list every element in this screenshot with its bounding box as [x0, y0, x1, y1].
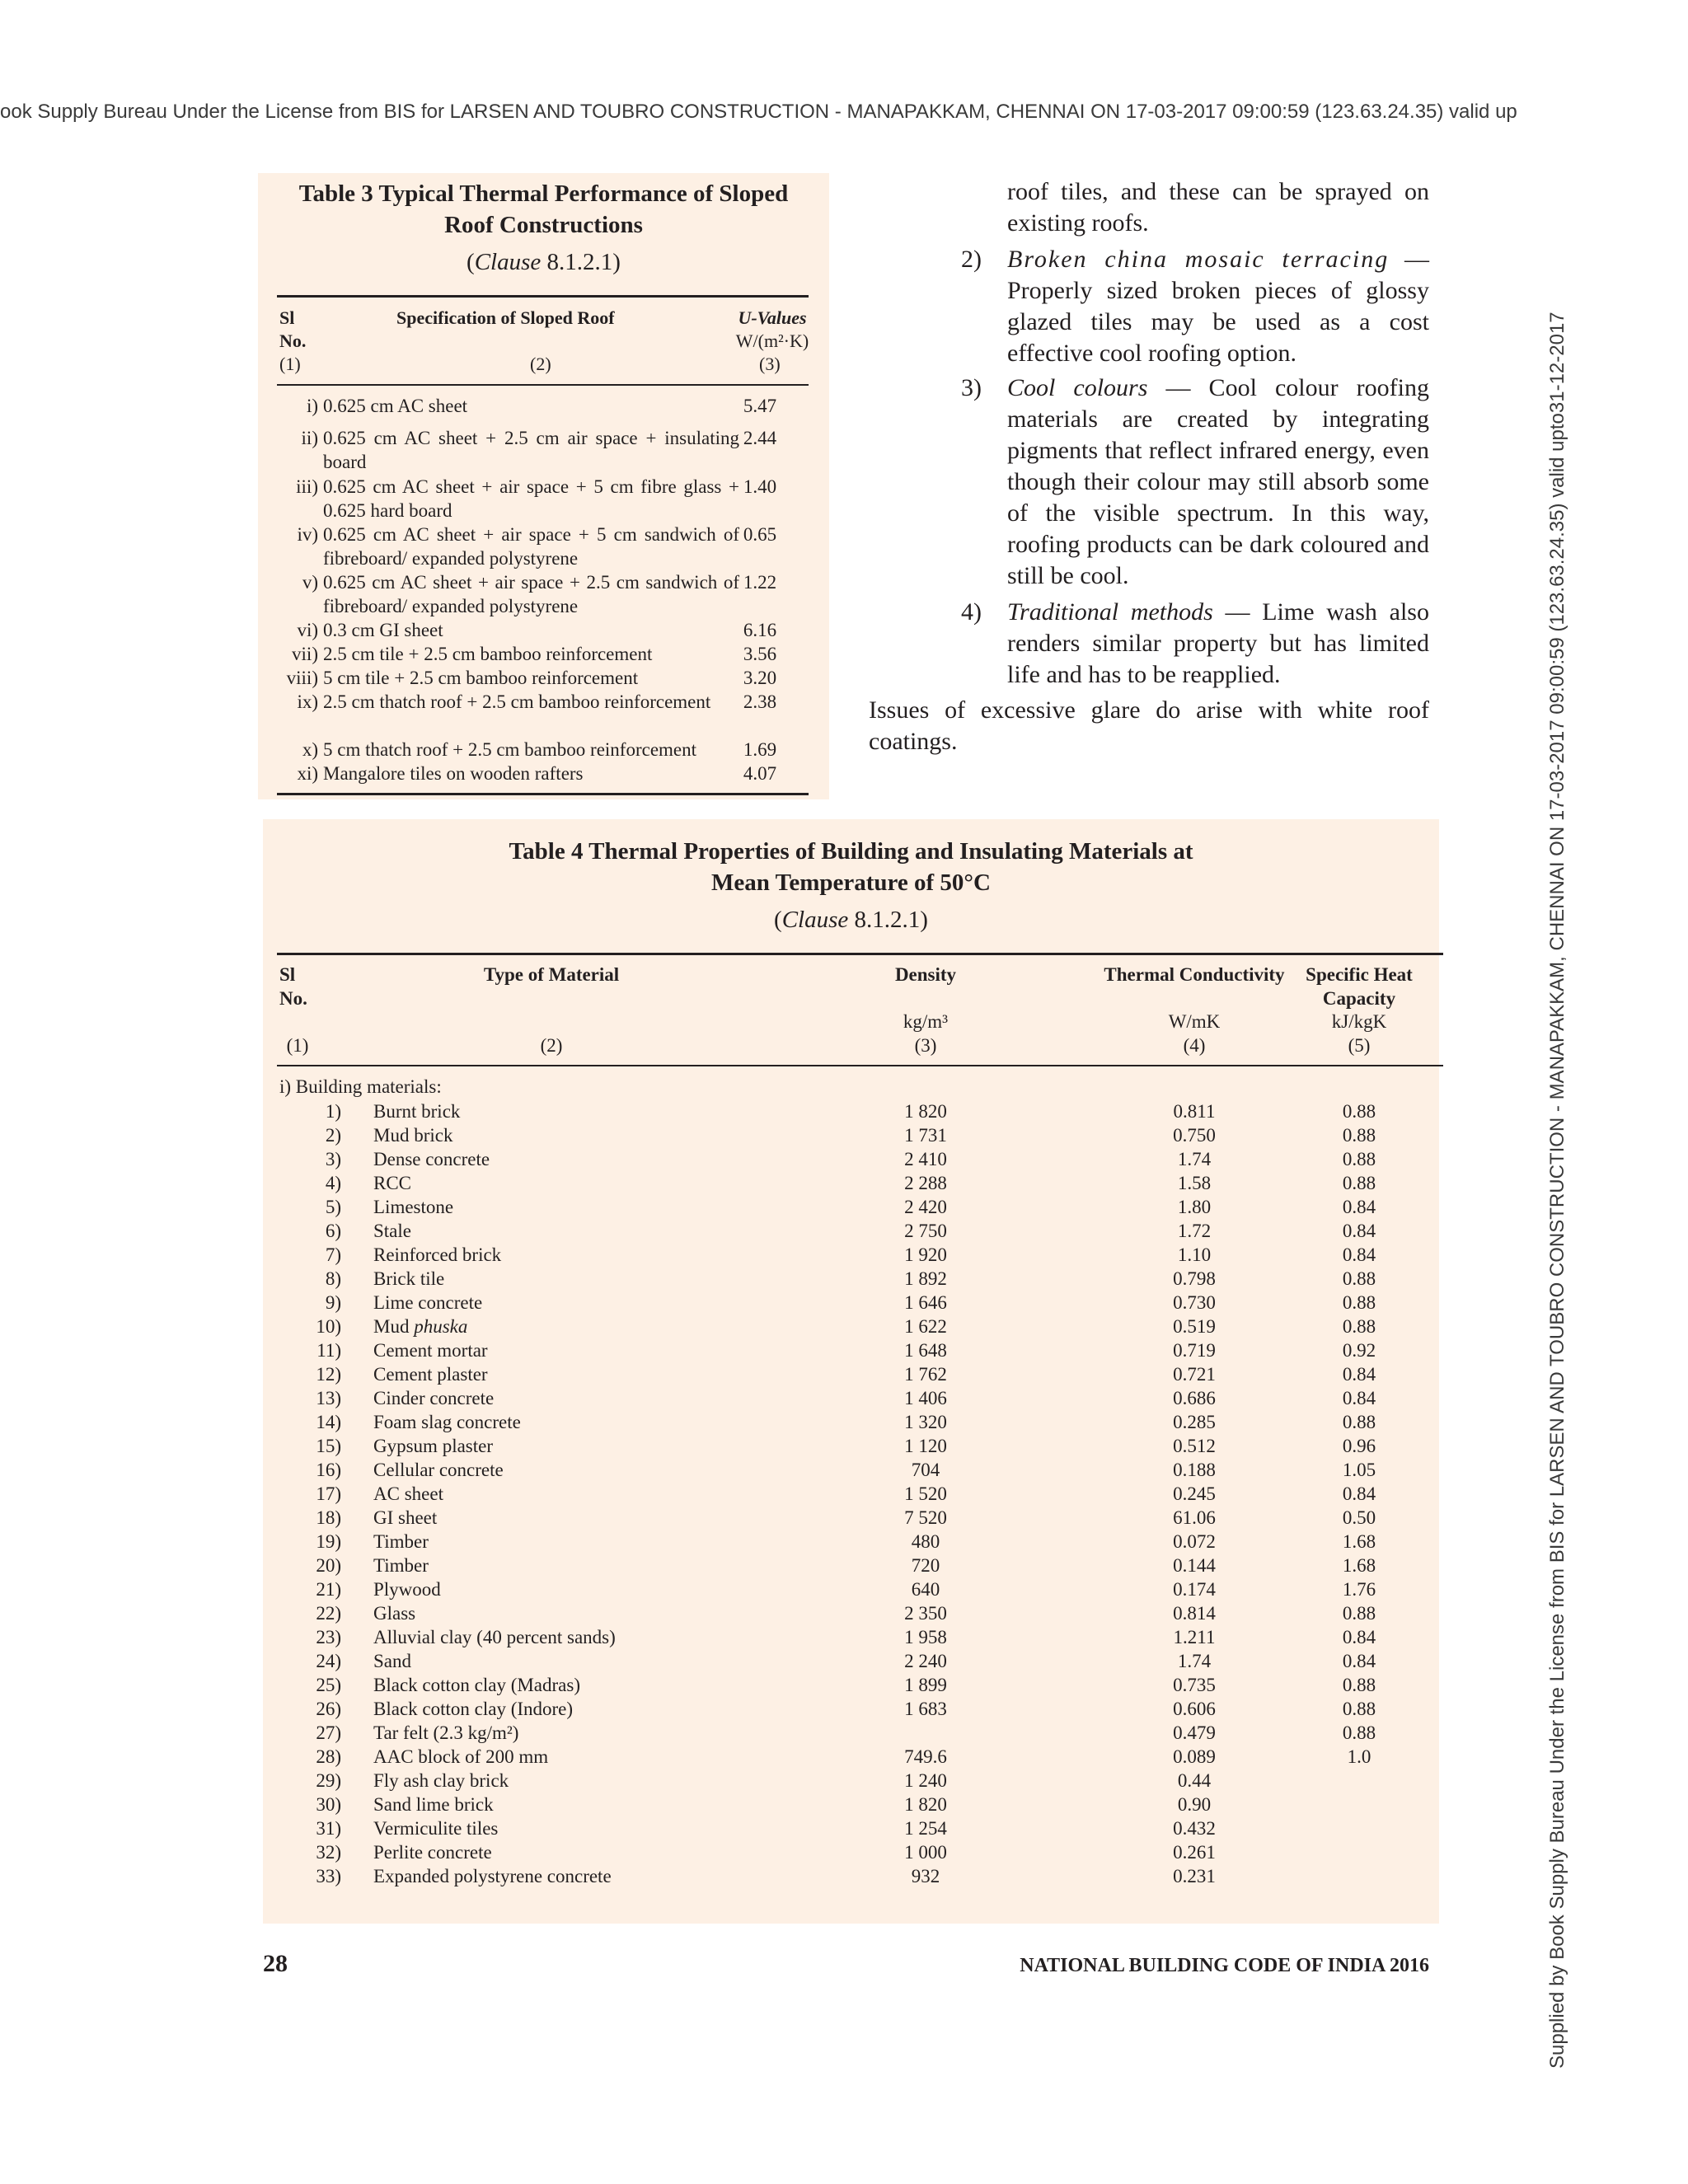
- table-row: 4) RCC 2 288 1.58 0.88: [325, 1173, 1376, 1193]
- table-3-header-rule: [277, 384, 809, 386]
- table-row: 7) Reinforced brick 1 920 1.10 0.84: [325, 1244, 1376, 1265]
- list-item: Traditional methods — Lime wash also renders similar property but has limited life and has to be reapplied.: [1007, 598, 1429, 688]
- table-row: 22) Glass 2 350 0.814 0.88: [316, 1603, 1376, 1624]
- table-row: 26) Black cotton clay (Indore) 1 683 0.606 0.88: [316, 1699, 1376, 1719]
- table-row: 18) GI sheet 7 520 61.06 0.50: [316, 1507, 1376, 1528]
- table-row: 12) Cement plaster 1 762 0.721 0.84: [316, 1364, 1376, 1385]
- table-row: 30) Sand lime brick 1 820 0.90: [316, 1794, 1212, 1815]
- table-row: 33) Expanded polystyrene concrete 932 0.231: [316, 1866, 1216, 1886]
- table-row: 8) Brick tile 1 892 0.798 0.88: [325, 1268, 1376, 1289]
- table-4-clause: (Clause 8.1.2.1): [774, 907, 928, 933]
- list-item: Cool colours — Cool colour roofing materials are created by integrating pigments that reflect infrared energy, even though their colour may still absorb some of the visible spectrum. In this way, roofing products can be dark coloured and still be cool.: [1007, 374, 1429, 589]
- table-row: 25) Black cotton clay (Madras) 1 899 0.735 0.88: [316, 1675, 1376, 1695]
- list-item: Broken china mosaic terracing — Properly sized broken pieces of glossy glazed tiles may be used as a cost effective cool roofing option.: [1007, 246, 1429, 367]
- running-footer: NATIONAL BUILDING CODE OF INDIA 2016: [1020, 1955, 1429, 1976]
- table-row: 17) AC sheet 1 520 0.245 0.84: [316, 1483, 1376, 1504]
- table-row: 21) Plywood 640 0.174 1.76: [316, 1579, 1376, 1600]
- t4-header-type: Type of Material: [483, 964, 620, 985]
- table-row: 9) Lime concrete 1 646 0.730 0.88: [325, 1292, 1376, 1313]
- table-row: 29) Fly ash clay brick 1 240 0.44: [316, 1770, 1212, 1791]
- table-3-clause: (Clause 8.1.2.1): [467, 249, 621, 275]
- table-row: 16) Cellular concrete 704 0.188 1.05: [316, 1460, 1376, 1480]
- table-row: 27) Tar felt (2.3 kg/m²) 0.479 0.88: [316, 1722, 1376, 1743]
- t4-header-density: Density: [894, 964, 957, 985]
- table-row: 31) Vermiculite tiles 1 254 0.432: [316, 1818, 1216, 1839]
- section-label: i) Building materials:: [279, 1076, 442, 1097]
- table-row: 6) Stale 2 750 1.72 0.84: [325, 1221, 1376, 1241]
- t3-header-u: U-Values W/(m²·K): [735, 307, 809, 351]
- table-row: 13) Cinder concrete 1 406 0.686 0.84: [316, 1388, 1376, 1408]
- table-row: 1) Burnt brick 1 820 0.811 0.88: [325, 1101, 1376, 1122]
- top-watermark: ook Supply Bureau Under the License from BIS for LARSEN AND TOUBRO CONSTRUCTION - MANAPAKKAM, CHENNAI ON 17-03-2017 09:00:59 (123.63.24.35) valid up: [0, 101, 1517, 123]
- t3-header-spec: Specification of Sloped Roof: [396, 307, 615, 328]
- t4-header-sl: Sl No.: [279, 964, 307, 1009]
- table-row: 28) AAC block of 200 mm 749.6 0.089 1.0: [316, 1746, 1372, 1767]
- closing-paragraph: Issues of excessive glare do arise with white roof coatings.: [869, 696, 1429, 755]
- table-4-top-rule: [277, 953, 1443, 955]
- table-row: 23) Alluvial clay (40 percent sands) 1 958 1.211 0.84: [316, 1627, 1376, 1647]
- table-3-bottom-rule: [277, 793, 809, 795]
- table-row: 24) Sand 2 240 1.74 0.84: [316, 1651, 1376, 1671]
- table-row: 20) Timber 720 0.144 1.68: [316, 1555, 1376, 1576]
- t3-header-sl: Sl No.: [279, 307, 307, 351]
- table-row: 11) Cement mortar 1 648 0.719 0.92: [316, 1340, 1376, 1361]
- table-row: 5) Limestone 2 420 1.80 0.84: [325, 1197, 1376, 1217]
- table-row: 2) Mud brick 1 731 0.750 0.88: [325, 1125, 1376, 1146]
- t4-header-conductivity: Thermal Conductivity: [1104, 964, 1285, 985]
- table-row: 10) Mud phuska 1 622 0.519 0.88: [316, 1316, 1376, 1337]
- table-3-top-rule: [277, 295, 809, 298]
- t4-header-heat: Specific Heat Capacity: [1306, 964, 1413, 1009]
- table-4: Table 4 Thermal Properties of Building and Insulating Materials at Mean Temperature of 50°C (Clause 8.1.2.1) Sl No. Type of Material Density Thermal Conductivity Specific Heat Capacity kg/m³ W/mK kJ/kgK (1) (2) (3) (4) (5) i) Building materials: 1) Burnt brick 1 820 0.811 0.88 2) Mud brick 1 731 0.750 0.88 3) Dense concrete 2 410 1.74 0.88 4) RCC 2 288 1.58 0.88 5) Limestone 2 420 1.80 0.84 6) Stale 2 750 1.72 0.84 7) Reinforced brick 1 920 1.10 0.84 8) Brick tile 1 892 0.798 0.88 9) Lime concrete 1 646 0.730 0.88 10) Mud phuska 1 622 0.519 0.88 11) Cement mortar 1 648 0.719 0.92 12) Cement plaster 1 762 0.721 0.84 13) Cinder concrete 1 406 0.686 0.84 14) Foam slag concrete 1 320 0.285 0.88 15) Gypsum plaster 1 120 0.512 0.96 16) Cellular concrete 704 0.188 1.05 17) AC sheet 1 520 0.245 0.84 18) GI sheet 7 520 61.06 0.50 19) Timber 480 0.072 1.68 20) Timber 720 0.144 1.68 21) Plywood 640 0.174 1.76 22) Glass 2 350 0.814 0.88 23) Alluvial clay (40 percent sands) 1 958 1.211 0.84 24) Sand 2 240 1.74 0.84 25) Black cotton clay (Madras) 1 899 0.735 0.88 26) Black cotton clay (Indore) 1 683 0.606 0.88 27) Tar felt (2.3 kg/m²) 0.479 0.88 28) AAC block of 200 mm 749.6 0.089 1.0 29) Fly ash clay brick 1 240 0.44 30) Sand lime brick 1 820 0.90 31) Vermiculite tiles 1 254 0.432 32) Perlite concrete 1 000 0.261 33) Expanded polystyrene concrete 932 0.231: [263, 819, 1439, 1924]
- table-row: 3) Dense concrete 2 410 1.74 0.88: [325, 1149, 1376, 1169]
- intro-paragraph-cont: roof tiles, and these can be sprayed on existing roofs.: [1007, 178, 1429, 237]
- table-row: 19) Timber 480 0.072 1.68: [316, 1531, 1376, 1552]
- table-row: 14) Foam slag concrete 1 320 0.285 0.88: [316, 1412, 1376, 1432]
- table-4-title: Table 4 Thermal Properties of Building and Insulating Materials at Mean Temperature of 50°C: [509, 838, 1193, 896]
- table-3-title: Table 3 Typical Thermal Performance of Sloped Roof Constructions: [298, 180, 789, 238]
- page-number: 28: [263, 1950, 288, 1977]
- table-4-header-rule: [277, 1065, 1443, 1066]
- table-3: Table 3 Typical Thermal Performance of Sloped Roof Constructions (Clause 8.1.2.1) Sl No. Specification of Sloped Roof U-Values W/(m²·K) (1) (2) (3) i) 0.625 cm AC sheet 5.47 ii) 0.625 cm AC sheet + 2.5 cm air space + insulating board 2.44 iii) 0.625 cm AC sheet + air space + 5 cm fibre glass + 0.625 hard board 1.40 iv) 0.625 cm AC sheet + air space + 5 cm sandwich of fibreboard/ expanded polystyrene 0.65 v) 0.625 cm AC sheet + air space + 2.5 cm sandwich of fibreboard/ expanded polystyrene 1.22 vi) 0.3 cm GI sheet 6.16 vii) 2.5 cm tile + 2.5 cm bamboo reinforcement 3.56 viii) 5 cm tile + 2.5 cm bamboo reinforcement 3.20 ix) 2.5 cm thatch roof + 2.5 cm bamboo reinforcement 2.38 x) 5 cm thatch roof + 2.5 cm bamboo reinforcement 1.69 xi) Mangalore tiles on wooden rafters 4.07: [258, 173, 829, 799]
- side-watermark: Supplied by Book Supply Bureau Under the License from BIS for LARSEN AND TOUBRO CONSTRUCTION - MANAPAKKAM, CHENNAI ON 17-03-2017 09:00:59 (123.63.24.35) valid upto31-12-2017: [1546, 312, 1568, 2069]
- table-row: 15) Gypsum plaster 1 120 0.512 0.96: [316, 1436, 1376, 1456]
- table-row: 32) Perlite concrete 1 000 0.261: [316, 1842, 1216, 1863]
